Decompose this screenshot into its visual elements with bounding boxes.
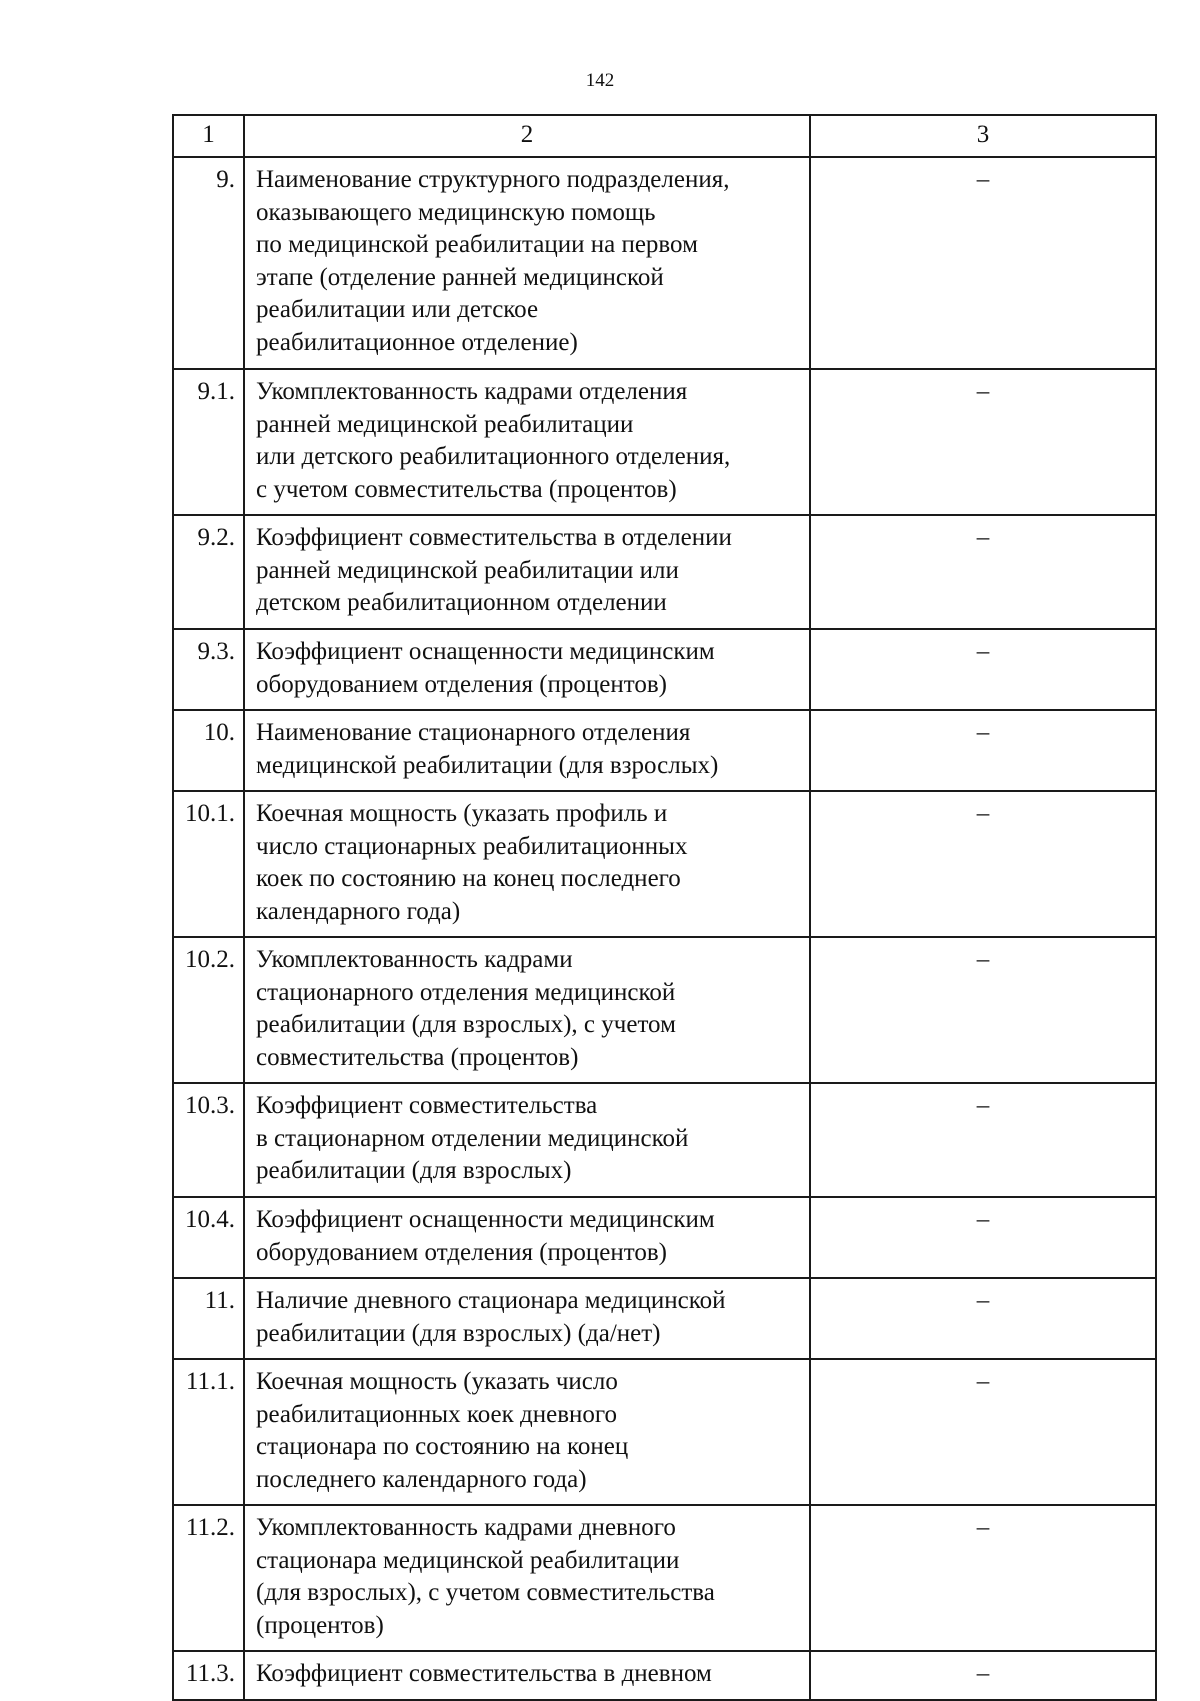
description-line: ранней медицинской реабилитации: [256, 410, 634, 438]
description-line: коек по состоянию на конец последнего: [256, 865, 681, 893]
row-value-cell: –: [810, 1083, 1156, 1197]
table-header-row: [173, 115, 1156, 157]
row-value-cell: –: [810, 1197, 1156, 1278]
table-row: [173, 791, 1156, 937]
row-number-cell: 10.2.: [173, 937, 244, 1083]
description-line: стационарного отделения медицинской: [256, 978, 676, 1006]
row-value-cell: –: [810, 937, 1156, 1083]
table-row: [173, 629, 1156, 710]
description-line: Коечная мощность (указать профиль и: [256, 800, 668, 827]
description-line: оборудованием отделения (процентов): [256, 1238, 667, 1266]
description-line: Наличие дневного стационара медицинской: [256, 1287, 726, 1314]
row-description-cell: [244, 157, 810, 369]
description-line: Коэффициент оснащенности медицинским: [256, 638, 715, 665]
description-line: Укомплектованность кадрами: [256, 946, 573, 973]
row-description-cell: [244, 937, 810, 1083]
row-description-cell: [244, 1359, 810, 1505]
row-number-cell: 11.3.: [173, 1651, 244, 1700]
row-number-cell: 9.2.: [173, 515, 244, 629]
description-line: совместительства (процентов): [256, 1043, 579, 1071]
description-line: реабилитации или детское: [256, 296, 539, 324]
row-number-cell: 9.3.: [173, 629, 244, 710]
row-description-cell: [244, 791, 810, 937]
description-line: Укомплектованность кадрами отделения: [256, 378, 688, 405]
description-line: календарного года): [256, 897, 461, 925]
row-description-cell: [244, 1505, 810, 1651]
indicator-table: [172, 114, 1157, 1701]
row-number-cell: 10.1.: [173, 791, 244, 937]
row-description-cell: [244, 1197, 810, 1278]
description-line: реабилитационных коек дневного: [256, 1400, 618, 1428]
description-line: Наименование структурного подразделения,: [256, 166, 730, 193]
description-line: последнего календарного года): [256, 1465, 587, 1493]
row-number-cell: 11.1.: [173, 1359, 244, 1505]
description-line: Коэффициент совместительства в отделении: [256, 524, 732, 551]
row-description-cell: [244, 369, 810, 515]
description-line: стационара медицинской реабилитации: [256, 1546, 680, 1574]
row-description-cell: [244, 1278, 810, 1359]
row-value-cell: –: [810, 1278, 1156, 1359]
description-line: реабилитации (для взрослых): [256, 1157, 572, 1185]
description-line: реабилитационное отделение): [256, 328, 578, 356]
description-line: ранней медицинской реабилитации или: [256, 556, 679, 584]
row-number-cell: 9.1.: [173, 369, 244, 515]
description-line: реабилитации (для взрослых) (да/нет): [256, 1319, 661, 1347]
table-row: [173, 1278, 1156, 1359]
description-line: число стационарных реабилитационных: [256, 832, 688, 860]
header-cell-value: 3: [810, 115, 1156, 157]
row-value-cell: –: [810, 629, 1156, 710]
row-number-cell: 10.3.: [173, 1083, 244, 1197]
description-line: медицинской реабилитации (для взрослых): [256, 751, 719, 779]
row-number-cell: 11.: [173, 1278, 244, 1359]
description-line: или детского реабилитационного отделения,: [256, 443, 731, 471]
row-value-cell: –: [810, 710, 1156, 791]
description-line: оборудованием отделения (процентов): [256, 670, 667, 698]
description-line: по медицинской реабилитации на первом: [256, 231, 698, 259]
description-line: Коэффициент совместительства: [256, 1092, 598, 1119]
row-description-cell: [244, 515, 810, 629]
row-number-cell: 10.: [173, 710, 244, 791]
row-value-cell: –: [810, 1651, 1156, 1700]
description-line: с учетом совместительства (процентов): [256, 475, 677, 503]
row-value-cell: –: [810, 791, 1156, 937]
table-row: [173, 157, 1156, 369]
table-row: [173, 1505, 1156, 1651]
table-row: [173, 515, 1156, 629]
description-line: Коэффициент совместительства в дневном: [256, 1660, 712, 1687]
description-line: Укомплектованность кадрами дневного: [256, 1514, 676, 1541]
row-number-cell: 9.: [173, 157, 244, 369]
description-line: стационара по состоянию на конец: [256, 1433, 629, 1461]
row-value-cell: –: [810, 369, 1156, 515]
page-number: 142: [585, 70, 615, 91]
table-row: [173, 1359, 1156, 1505]
header-cell-description: 2: [244, 115, 810, 157]
row-description-cell: [244, 1651, 810, 1700]
row-value-cell: –: [810, 515, 1156, 629]
description-line: этапе (отделение ранней медицинской: [256, 263, 664, 291]
table-row: [173, 369, 1156, 515]
header-cell-number: 1: [173, 115, 244, 157]
table-row: [173, 1651, 1156, 1700]
table-row: [173, 937, 1156, 1083]
row-description-cell: [244, 629, 810, 710]
description-line: Коечная мощность (указать число: [256, 1368, 618, 1395]
table-body: [173, 115, 1156, 1700]
description-line: (для взрослых), с учетом совместительства: [256, 1579, 715, 1607]
row-value-cell: –: [810, 1505, 1156, 1651]
description-line: Коэффициент оснащенности медицинским: [256, 1206, 715, 1233]
description-line: (процентов): [256, 1611, 384, 1639]
table-row: [173, 710, 1156, 791]
table-row: [173, 1083, 1156, 1197]
row-value-cell: –: [810, 157, 1156, 369]
table-row: [173, 1197, 1156, 1278]
row-number-cell: 11.2.: [173, 1505, 244, 1651]
description-line: оказывающего медицинскую помощь: [256, 198, 656, 226]
description-line: реабилитации (для взрослых), с учетом: [256, 1011, 676, 1039]
row-value-cell: –: [810, 1359, 1156, 1505]
description-line: детском реабилитационном отделении: [256, 589, 667, 617]
description-line: Наименование стационарного отделения: [256, 719, 691, 746]
row-description-cell: [244, 1083, 810, 1197]
row-description-cell: [244, 710, 810, 791]
row-number-cell: 10.4.: [173, 1197, 244, 1278]
description-line: в стационарном отделении медицинской: [256, 1124, 689, 1152]
